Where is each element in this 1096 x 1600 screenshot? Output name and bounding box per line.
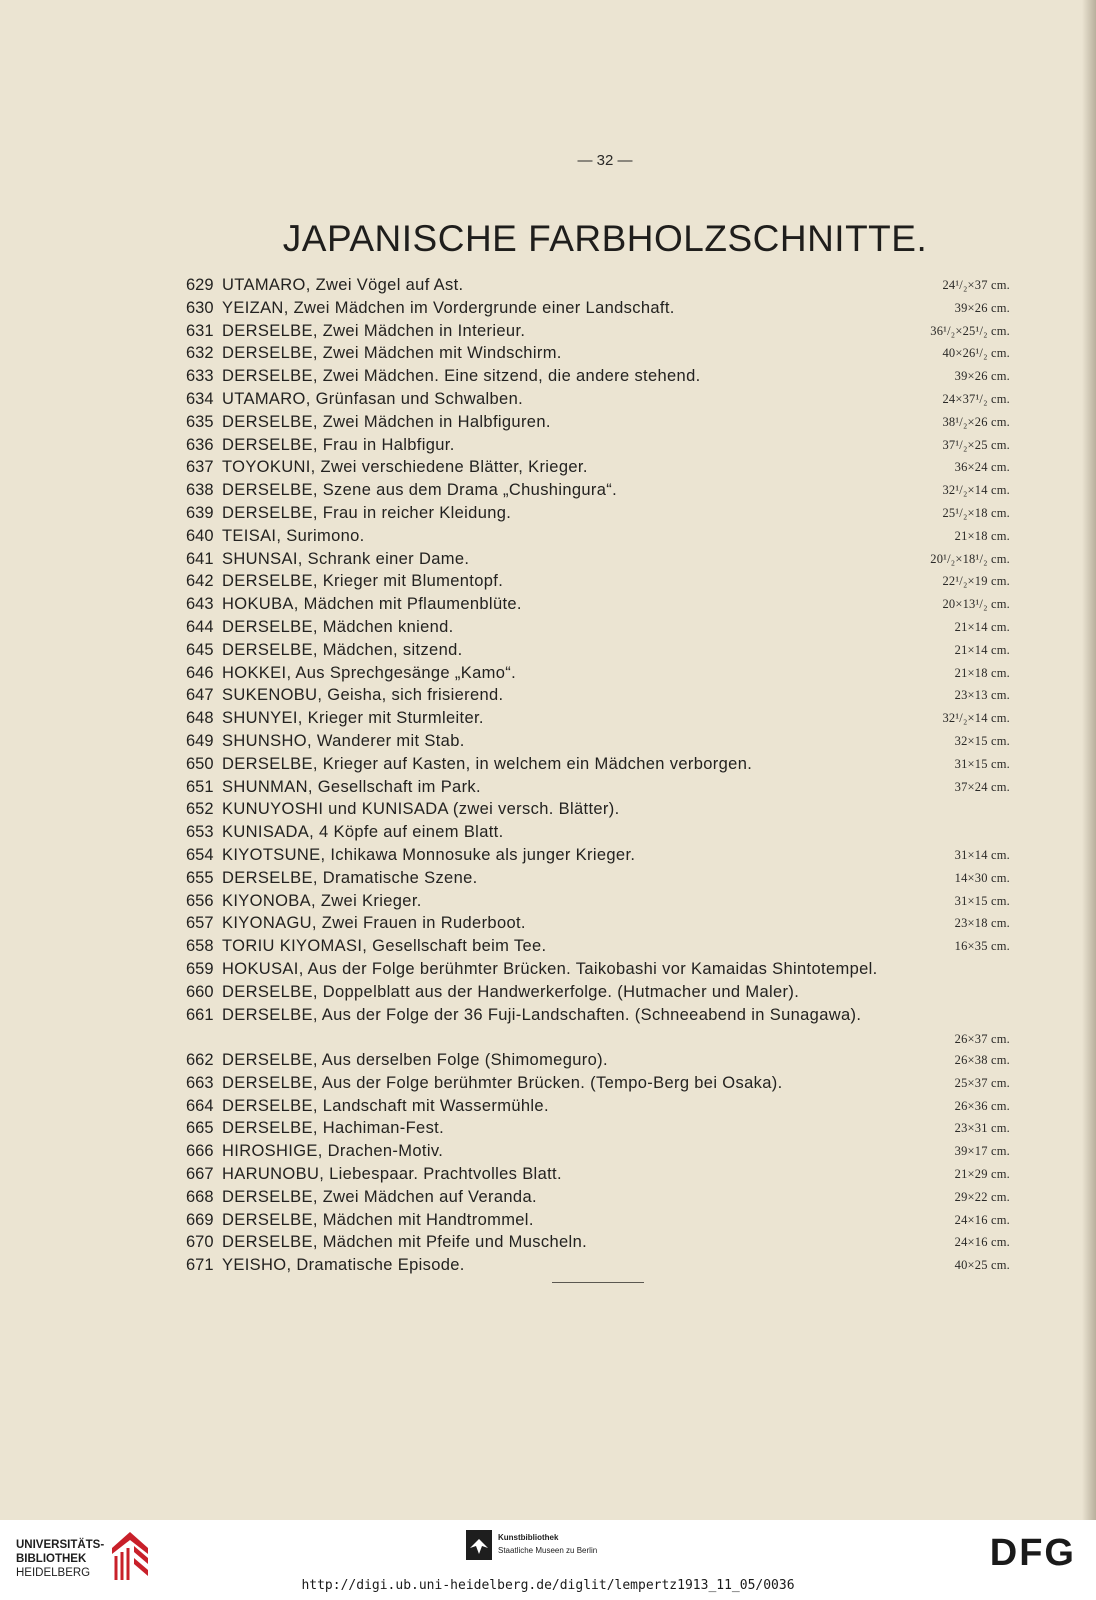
catalog-list <box>186 276 1016 1279</box>
entry-number: 656 <box>186 891 214 910</box>
catalog-entry <box>186 458 1016 481</box>
entry-dimensions: 21×18 cm. <box>954 665 1010 680</box>
entry-dimensions: 26×36 cm. <box>954 1098 1010 1113</box>
catalog-entry <box>186 504 1016 527</box>
entry-number: 641 <box>186 549 214 568</box>
end-rule <box>552 1282 644 1283</box>
entry-dimensions: 23×18 cm. <box>954 916 1010 931</box>
entry-number: 666 <box>186 1142 214 1161</box>
entry-dimensions: 37¹/₂×25 cm. <box>942 437 1010 452</box>
entry-dimensions: 38¹/₂×26 cm. <box>942 414 1010 429</box>
entry-number: 645 <box>186 640 214 659</box>
entry-number: 661 <box>186 1005 214 1024</box>
catalog-entry <box>186 367 1016 390</box>
catalog-entry <box>186 1188 1016 1211</box>
entry-number: 671 <box>186 1256 214 1275</box>
entry-dimensions: 21×14 cm. <box>954 642 1010 657</box>
entry-dimensions: 26×37 cm. <box>954 1031 1010 1046</box>
entry-number: 636 <box>186 435 214 454</box>
entry-number: 631 <box>186 321 214 340</box>
entry-number: 647 <box>186 686 214 705</box>
entry-number: 662 <box>186 1051 214 1070</box>
entry-description: TOYOKUNI, Zwei verschiedene Blätter, Krieger. <box>222 458 588 477</box>
entry-number: 652 <box>186 800 214 819</box>
catalog-entry <box>186 664 1016 687</box>
catalog-entry <box>186 846 1016 869</box>
catalog-entry <box>186 572 1016 595</box>
entry-dimensions: 14×30 cm. <box>954 870 1010 885</box>
catalog-entry <box>186 481 1016 504</box>
entry-number: 668 <box>186 1187 214 1206</box>
permalink-url[interactable]: http://digi.ub.uni-heidelberg.de/diglit/lempertz1913_11_05/0036 <box>301 1578 795 1593</box>
catalog-entry <box>186 892 1016 915</box>
catalog-entry <box>186 344 1016 367</box>
ub-heidelberg-mark-icon <box>108 1528 152 1582</box>
entry-description: DERSELBE, Mädchen mit Handtrommel. <box>222 1210 534 1229</box>
entry-description: DERSELBE, Zwei Mädchen. Eine sitzend, die andere stehend. <box>222 367 701 386</box>
entry-number: 635 <box>186 412 214 431</box>
library-name-line1: UNIVERSITÄTS- <box>16 1539 105 1551</box>
entry-description: DERSELBE, Frau in Halbfigur. <box>222 435 455 454</box>
catalog-entry <box>186 390 1016 413</box>
entry-description: DERSELBE, Szene aus dem Drama „Chushingura“. <box>222 481 618 500</box>
entry-dimensions: 24×37¹/₂ cm. <box>942 391 1010 406</box>
entry-number: 669 <box>186 1210 214 1229</box>
entry-number: 640 <box>186 526 214 545</box>
entry-dimensions: 40×26¹/₂ cm. <box>942 346 1010 361</box>
entry-description: DERSELBE, Frau in reicher Kleidung. <box>222 503 512 522</box>
entry-number: 629 <box>186 276 214 294</box>
entry-dimensions: 20×13¹/₂ cm. <box>942 597 1010 612</box>
entry-dimensions: 25¹/₂×18 cm. <box>942 505 1010 520</box>
catalog-entry <box>186 983 1016 1006</box>
entry-dimensions: 39×17 cm. <box>954 1144 1010 1159</box>
entry-dimensions: 26×38 cm. <box>954 1053 1010 1068</box>
entry-description: KIYOTSUNE, Ichikawa Monnosuke als junger Krieger. <box>222 845 636 864</box>
entry-number: 650 <box>186 754 214 773</box>
entry-number: 638 <box>186 481 214 500</box>
entry-number: 655 <box>186 868 214 887</box>
library-name-line2: BIBLIOTHEK <box>16 1553 87 1565</box>
catalog-entry <box>186 1142 1016 1165</box>
entry-dimensions: 32×15 cm. <box>954 733 1010 748</box>
entry-description: KUNISADA, 4 Köpfe auf einem Blatt. <box>222 823 504 842</box>
entry-description: HOKKEI, Aus Sprechgesänge „Kamo“. <box>222 663 517 682</box>
entry-number: 665 <box>186 1119 214 1138</box>
kunst-line1: Kunstbibliothek <box>498 1533 559 1542</box>
entry-description: DERSELBE, Aus derselben Folge (Shimomeguro). <box>222 1051 608 1070</box>
entry-number: 648 <box>186 709 214 728</box>
entry-dimensions: 31×14 cm. <box>954 847 1010 862</box>
entry-description: KUNUYOSHI und KUNISADA (zwei versch. Blätter). <box>222 800 620 819</box>
entry-dimensions: 16×35 cm. <box>954 939 1010 954</box>
catalog-entry <box>186 1006 1016 1052</box>
catalog-entry <box>186 1256 1016 1279</box>
entry-number: 646 <box>186 663 214 682</box>
entry-description: DERSELBE, Doppelblatt aus der Handwerkerfolge. (Hutmacher und Maler). <box>222 982 800 1001</box>
entry-description: SHUNMAN, Gesellschaft im Park. <box>222 777 481 796</box>
entry-number: 653 <box>186 823 214 842</box>
catalog-entry <box>186 1051 1016 1074</box>
entry-dimensions: 36×24 cm. <box>954 460 1010 475</box>
entry-description: DERSELBE, Mädchen mit Pfeife und Muscheln. <box>222 1233 588 1252</box>
catalog-entry <box>186 1233 1016 1256</box>
library-name-line3: HEIDELBERG <box>16 1567 91 1579</box>
entry-dimensions: 24×16 cm. <box>954 1235 1010 1250</box>
entry-description: DERSELBE, Dramatische Szene. <box>222 868 478 887</box>
entry-dimensions: 21×18 cm. <box>954 528 1010 543</box>
entry-number: 639 <box>186 503 214 522</box>
entry-description: SHUNSHO, Wanderer mit Stab. <box>222 731 465 750</box>
catalog-entry <box>186 1165 1016 1188</box>
entry-number: 644 <box>186 617 214 636</box>
entry-description: HIROSHIGE, Drachen-Motiv. <box>222 1142 444 1161</box>
entry-number: 667 <box>186 1165 214 1184</box>
entry-number: 632 <box>186 344 214 363</box>
page-title: JAPANISCHE FARBHOLZSCHNITTE. <box>282 218 928 259</box>
entry-description: DERSELBE, Mädchen kniend. <box>222 617 454 636</box>
entry-dimensions: 37×24 cm. <box>954 779 1010 794</box>
entry-dimensions: 32¹/₂×14 cm. <box>942 711 1010 726</box>
catalog-entry <box>186 299 1016 322</box>
entry-number: 634 <box>186 389 214 408</box>
catalog-entry <box>186 686 1016 709</box>
entry-description: DERSELBE, Aus der Folge berühmter Brücken. (Tempo-Berg bei Osaka). <box>222 1073 783 1092</box>
entry-description: TEISAI, Surimono. <box>222 526 365 545</box>
entry-number: 663 <box>186 1073 214 1092</box>
entry-description: DERSELBE, Aus der Folge der 36 Fuji-Landschaften. (Schneeabend in Sunagawa). <box>222 1005 862 1024</box>
catalog-entry <box>186 1119 1016 1142</box>
entry-dimensions: 29×22 cm. <box>954 1189 1010 1204</box>
catalog-entry <box>186 1074 1016 1097</box>
entry-description: DERSELBE, Krieger auf Kasten, in welchem ein Mädchen verborgen. <box>222 754 753 773</box>
entry-dimensions: 31×15 cm. <box>954 756 1010 771</box>
entry-description: DERSELBE, Landschaft mit Wassermühle. <box>222 1096 549 1115</box>
entry-dimensions: 39×26 cm. <box>954 300 1010 315</box>
entry-dimensions: 20¹/₂×18¹/₂ cm. <box>930 551 1010 566</box>
entry-dimensions: 21×14 cm. <box>954 619 1010 634</box>
entry-dimensions: 23×31 cm. <box>954 1121 1010 1136</box>
entry-number: 654 <box>186 845 214 864</box>
entry-description: DERSELBE, Krieger mit Blumentopf. <box>222 572 504 591</box>
entry-number: 658 <box>186 937 214 956</box>
kunstbibliothek-logo[interactable] <box>498 1531 597 1557</box>
page-number: — 32 — <box>577 152 633 169</box>
catalog-entry <box>186 1211 1016 1234</box>
entry-dimensions: 21×29 cm. <box>954 1167 1010 1182</box>
entry-description: UTAMARO, Grünfasan und Schwalben. <box>222 389 524 408</box>
entry-description: SHUNSAI, Schrank einer Dame. <box>222 549 470 568</box>
catalog-entry <box>186 778 1016 801</box>
ub-heidelberg-logo[interactable] <box>16 1538 104 1580</box>
catalog-entry <box>186 800 1016 823</box>
entry-dimensions: 39×26 cm. <box>954 369 1010 384</box>
kunst-line2: Staatliche Museen zu Berlin <box>498 1546 598 1555</box>
catalog-entry <box>186 709 1016 732</box>
entry-description: DERSELBE, Mädchen, sitzend. <box>222 640 463 659</box>
entry-dimensions: 22¹/₂×19 cm. <box>942 574 1010 589</box>
entry-description: DERSELBE, Zwei Mädchen in Halbfiguren. <box>222 412 551 431</box>
catalog-entry <box>186 641 1016 664</box>
entry-number: 643 <box>186 595 214 614</box>
entry-description: HOKUBA, Mädchen mit Pflaumenblüte. <box>222 595 522 614</box>
entry-number: 637 <box>186 458 214 477</box>
entry-description: YEISHO, Dramatische Episode. <box>222 1256 465 1275</box>
catalog-entry <box>186 914 1016 937</box>
entry-number: 659 <box>186 959 214 978</box>
entry-dimensions: 31×15 cm. <box>954 893 1010 908</box>
catalog-entry <box>186 527 1016 550</box>
entry-dimensions: 25×37 cm. <box>954 1075 1010 1090</box>
catalog-entry <box>186 550 1016 573</box>
entry-number: 630 <box>186 298 214 317</box>
catalog-entry <box>186 322 1016 345</box>
entry-description: SHUNYEI, Krieger mit Sturmleiter. <box>222 709 484 728</box>
catalog-entry <box>186 276 1016 299</box>
catalog-entry <box>186 436 1016 459</box>
entry-description: DERSELBE, Zwei Mädchen in Interieur. <box>222 321 526 340</box>
entry-description: TORIU KIYOMASI, Gesellschaft beim Tee. <box>222 937 547 956</box>
catalog-entry <box>186 755 1016 778</box>
catalog-entry <box>186 413 1016 436</box>
catalog-entry <box>186 869 1016 892</box>
catalog-entry <box>186 823 1016 846</box>
entry-description: DERSELBE, Zwei Mädchen mit Windschirm. <box>222 344 562 363</box>
entry-dimensions: 40×25 cm. <box>954 1258 1010 1273</box>
entry-description: HOKUSAI, Aus der Folge berühmter Brücken. Taikobashi vor Kamaidas Shintotempel. <box>222 959 878 978</box>
catalog-entry <box>186 618 1016 641</box>
entry-number: 670 <box>186 1233 214 1252</box>
entry-dimensions: 36¹/₂×25¹/₂ cm. <box>930 323 1010 338</box>
entry-description: YEIZAN, Zwei Mädchen im Vordergrunde einer Landschaft. <box>222 298 675 317</box>
catalog-entry <box>186 732 1016 755</box>
entry-description: UTAMARO, Zwei Vögel auf Ast. <box>222 276 464 294</box>
entry-dimensions: 23×13 cm. <box>954 688 1010 703</box>
entry-number: 651 <box>186 777 214 796</box>
entry-number: 660 <box>186 982 214 1001</box>
catalog-entry <box>186 1097 1016 1120</box>
entry-dimensions: 32¹/₂×14 cm. <box>942 483 1010 498</box>
entry-description: SUKENOBU, Geisha, sich frisierend. <box>222 686 504 705</box>
entry-description: DERSELBE, Hachiman-Fest. <box>222 1119 445 1138</box>
entry-number: 642 <box>186 572 214 591</box>
entry-dimensions: 24×16 cm. <box>954 1212 1010 1227</box>
catalog-entry <box>186 960 1016 983</box>
entry-number: 664 <box>186 1096 214 1115</box>
entry-number: 649 <box>186 731 214 750</box>
entry-description: KIYONOBA, Zwei Krieger. <box>222 891 422 910</box>
kunstbibliothek-eagle-icon <box>466 1530 492 1560</box>
catalog-entry <box>186 595 1016 618</box>
catalog-entry <box>186 937 1016 960</box>
entry-description: HARUNOBU, Liebespaar. Prachtvolles Blatt. <box>222 1165 562 1184</box>
entry-dimensions: 24¹/₂×37 cm. <box>942 278 1010 292</box>
entry-description: DERSELBE, Zwei Mädchen auf Veranda. <box>222 1187 537 1206</box>
entry-number: 657 <box>186 914 214 933</box>
dfg-logo[interactable]: DFG <box>989 1532 1076 1574</box>
entry-number: 633 <box>186 367 214 386</box>
entry-description: KIYONAGU, Zwei Frauen in Ruderboot. <box>222 914 526 933</box>
